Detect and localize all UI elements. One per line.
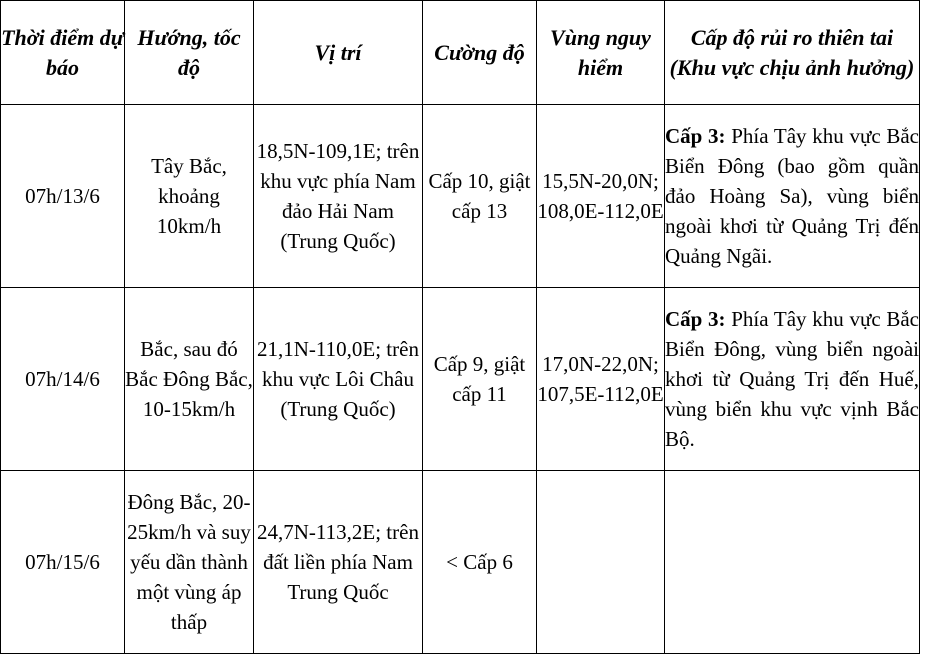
risk-level: Cấp 3: [665, 307, 726, 331]
cell-position: 18,5N-109,1E; trên khu vực phía Nam đảo Hải Nam (Trung Quốc) [254, 105, 423, 288]
cell-time: 07h/14/6 [1, 288, 125, 471]
cell-danger-zone: 17,0N-22,0N; 107,5E-112,0E [537, 288, 665, 471]
cell-intensity: Cấp 9, giật cấp 11 [423, 288, 537, 471]
cell-danger-zone [537, 471, 665, 654]
header-time: Thời điểm dự báo [1, 1, 125, 105]
header-row [1, 1, 920, 105]
cell-intensity: Cấp 10, giật cấp 13 [423, 105, 537, 288]
cell-direction: Tây Bắc, khoảng 10km/h [125, 105, 254, 288]
cell-direction: Bắc, sau đó Bắc Đông Bắc, 10-15km/h [125, 288, 254, 471]
header-intensity: Cường độ [423, 1, 537, 105]
risk-level: Cấp 3: [665, 124, 726, 148]
cell-risk [665, 288, 920, 471]
table-row [1, 471, 920, 654]
cell-position: 21,1N-110,0E; trên khu vực Lôi Châu (Trung Quốc) [254, 288, 423, 471]
cell-risk [665, 105, 920, 288]
cell-time: 07h/15/6 [1, 471, 125, 654]
table-row [1, 105, 920, 288]
header-danger-zone: Vùng nguy hiểm [537, 1, 665, 105]
table-row [1, 288, 920, 471]
cell-position: 24,7N-113,2E; trên đất liền phía Nam Trung Quốc [254, 471, 423, 654]
header-risk: Cấp độ rủi ro thiên tai (Khu vực chịu ảnh hưởng) [665, 1, 920, 105]
cell-danger-zone: 15,5N-20,0N; 108,0E-112,0E [537, 105, 665, 288]
header-direction: Hướng, tốc độ [125, 1, 254, 105]
risk-area: Phía Tây khu vực Bắc Biển Đông, vùng biển ngoài khơi từ Quảng Trị đến Huế, vùng biển khu vực vịnh Bắc Bộ. [665, 307, 919, 451]
cell-risk [665, 471, 920, 654]
cell-time: 07h/13/6 [1, 105, 125, 288]
header-position: Vị trí [254, 1, 423, 105]
cell-intensity: < Cấp 6 [423, 471, 537, 654]
risk-area: Phía Tây khu vực Bắc Biển Đông (bao gồm quần đảo Hoàng Sa), vùng biển ngoài khơi từ Quảng Trị đến Quảng Ngãi. [665, 124, 919, 268]
cell-direction: Đông Bắc, 20-25km/h và suy yếu dần thành một vùng áp thấp [125, 471, 254, 654]
